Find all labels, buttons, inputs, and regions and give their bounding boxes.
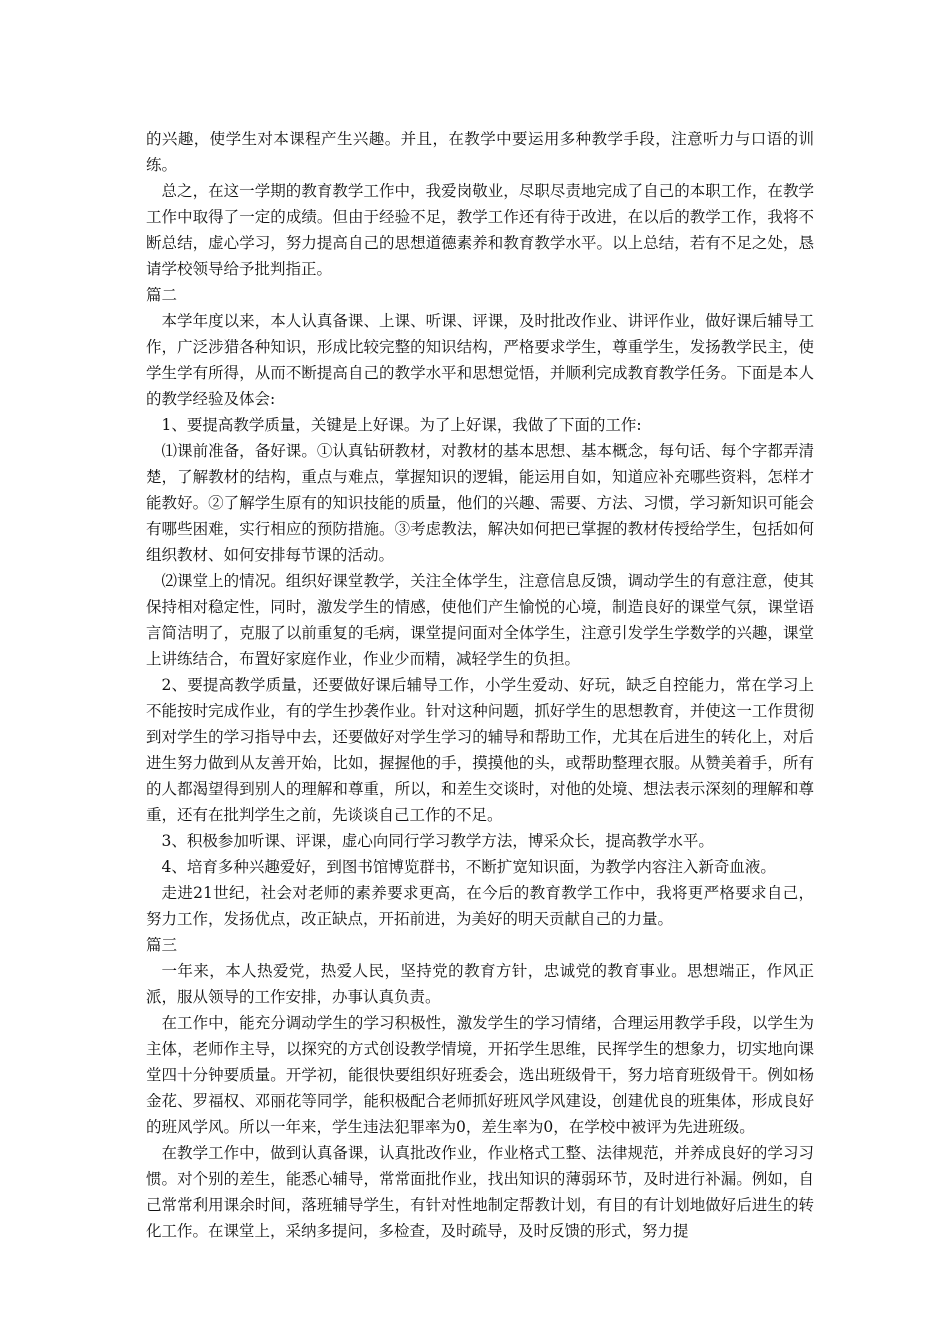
- paragraph: 一年来，本人热爱党，热爱人民，坚持党的教育方针，忠诚党的教育事业。思想端正，作风正派，服从领导的工作安排，办事认真负责。: [146, 962, 814, 1006]
- section-heading: 篇二: [146, 286, 178, 304]
- paragraph: 本学年度以来，本人认真备课、上课、听课、评课，及时批改作业、讲评作业，做好课后辅导工作，广泛涉猎各种知识，形成比较完整的知识结构，严格要求学生，尊重学生，发扬教学民主，使学生学有所得，从而不断提高自己的教学水平和思想觉悟，并顺利完成教育教学任务。下面是本人的教学经验及体会:: [146, 312, 814, 408]
- document-body: [146, 126, 814, 1244]
- paragraph: 4、培育多种兴趣爱好，到图书馆博览群书，不断扩宽知识面，为教学内容注入新奇血液。: [161, 858, 776, 876]
- paragraph: 在教学工作中，做到认真备课，认真批改作业，作业格式工整、法律规范，并养成良好的学习习惯。对个别的差生，能悉心辅导，常常面批作业，找出知识的薄弱环节，及时进行补漏。例如，自己常常利用课余时间，落班辅导学生，有针对性地制定帮教计划，有目的有计划地做好后进生的转化工作。在课堂上，采纳多提问，多检查，及时疏导，及时反馈的形式，努力提: [146, 1144, 814, 1240]
- paragraph: 的兴趣，使学生对本课程产生兴趣。并且，在教学中要运用多种教学手段，注意听力与口语的训练。: [146, 130, 814, 174]
- paragraph: 总之，在这一学期的教育教学工作中，我爱岗敬业，尽职尽责地完成了自己的本职工作，在教学工作中取得了一定的成绩。但由于经验不足，教学工作还有待于改进，在以后的教学工作，我将不断总结，虚心学习，努力提高自己的思想道德素养和教育教学水平。以上总结，若有不足之处，恳请学校领导给予批判指正。: [146, 182, 814, 278]
- section-heading: 篇三: [146, 936, 178, 954]
- paragraph: ⑵课堂上的情况。组织好课堂教学，关注全体学生，注意信息反馈，调动学生的有意注意，使其保持相对稳定性，同时，激发学生的情感，使他们产生愉悦的心境，制造良好的课堂气氛，课堂语言简洁明了，克服了以前重复的毛病，课堂提问面对全体学生，注意引发学生学数学的兴趣，课堂上讲练结合，布置好家庭作业，作业少而精，减轻学生的负担。: [146, 572, 814, 668]
- paragraph: 走进21世纪，社会对老师的素养要求更高，在今后的教育教学工作中，我将更严格要求自己，努力工作，发扬优点，改正缺点，开拓前进，为美好的明天贡献自己的力量。: [146, 884, 814, 928]
- paragraph: 在工作中，能充分调动学生的学习积极性，激发学生的学习情绪，合理运用教学手段，以学生为主体，老师作主导，以探究的方式创设教学情境，开拓学生思维，民挥学生的想象力，切实地向课堂四十分钟要质量。开学初，能很快要组织好班委会，选出班级骨干，努力培育班级骨干。例如杨金花、罗福权、邓丽花等同学，能积极配合老师抓好班风学风建设，创建优良的班集体，形成良好的班风学风。所以一年来，学生违法犯罪率为0，差生率为0，在学校中被评为先进班级。: [146, 1014, 814, 1136]
- paragraph: 2、要提高教学质量，还要做好课后辅导工作，小学生爱动、好玩，缺乏自控能力，常在学习上不能按时完成作业，有的学生抄袭作业。针对这种问题，抓好学生的思想教育，并使这一工作贯彻到对学生的学习指导中去，还要做好对学生学习的辅导和帮助工作，尤其在后进生的转化上，对后进生努力做到从友善开始，比如，握握他的手，摸摸他的头，或帮助整理衣服。从赞美着手，所有的人都渴望得到别人的理解和尊重，所以，和差生交谈时，对他的处境、想法表示深刻的理解和尊重，还有在批判学生之前，先谈谈自己工作的不足。: [146, 676, 814, 824]
- paragraph: ⑴课前准备，备好课。①认真钻研教材，对教材的基本思想、基本概念，每句话、每个字都弄清楚，了解教材的结构，重点与难点，掌握知识的逻辑，能运用自如，知道应补充哪些资料，怎样才能教好。②了解学生原有的知识技能的质量，他们的兴趣、需要、方法、习惯，学习新知识可能会有哪些困难，实行相应的预防措施。③考虑教法，解决如何把已掌握的教材传授给学生，包括如何组织教材、如何安排每节课的活动。: [146, 442, 814, 564]
- paragraph: 1、要提高教学质量，关键是上好课。为了上好课，我做了下面的工作:: [161, 416, 642, 434]
- paragraph: 3、积极参加听课、评课，虚心向同行学习教学方法，博采众长，提高教学水平。: [161, 832, 714, 850]
